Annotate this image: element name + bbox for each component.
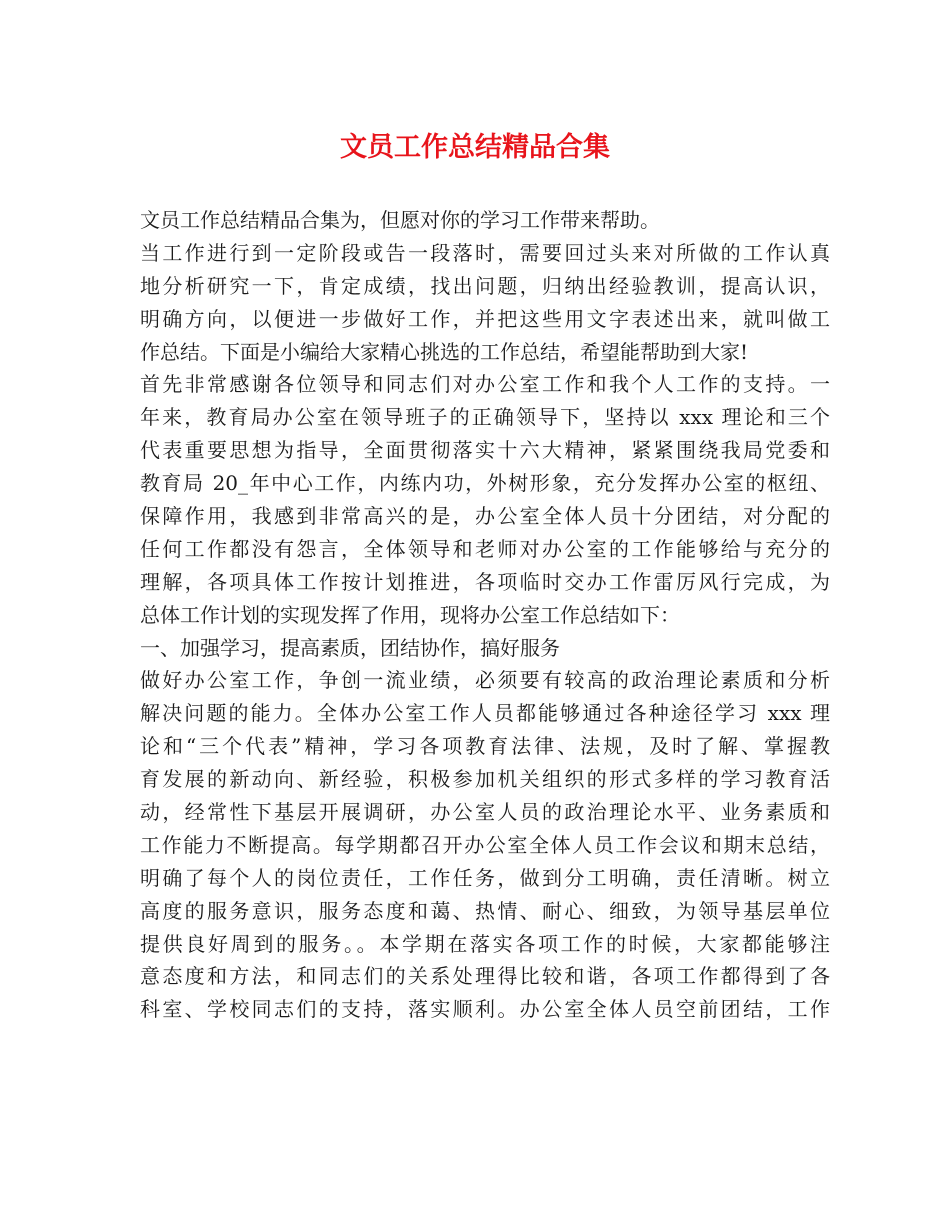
- document-body: [140, 204, 830, 1026]
- paragraph-line: 明确了每个人的岗位责任，工作任务，做到分工明确，责任清晰。树立: [140, 865, 830, 890]
- paragraph-line: 高度的服务意识，服务态度和蔼、热情、耐心、细致，为领导基层单位: [140, 898, 830, 923]
- paragraph-line: 意态度和方法，和同志们的关系处理得比较和谐，各项工作都得到了各: [140, 964, 830, 989]
- paragraph-line: 解决问题的能力。全体办公室工作人员都能够通过各种途径学习 xxx 理: [140, 701, 830, 726]
- paragraph-line: 教育局 20_年中心工作，内练内功，外树形象，充分发挥办公室的枢纽、: [140, 471, 830, 496]
- paragraph-line: 工作能力不断提高。每学期都召开办公室全体人员工作会议和期末总结，: [140, 832, 830, 857]
- paragraph-line: 提供良好周到的服务。。本学期在落实各项工作的时候，大家都能够注: [140, 931, 830, 956]
- paragraph-line: 科室、学校同志们的支持，落实顺利。办公室全体人员空前团结，工作: [140, 997, 830, 1022]
- paragraph-line: 年来，教育局办公室在领导班子的正确领导下，坚持以 xxx 理论和三个: [140, 405, 830, 430]
- paragraph-line: 代表重要思想为指导，全面贯彻落实十六大精神，紧紧围绕我局党委和: [140, 438, 830, 463]
- paragraph-line: 论和“三个代表”精神，学习各项教育法律、法规，及时了解、掌握教: [140, 734, 830, 759]
- paragraph-line: 文员工作总结精品合集为，但愿对你的学习工作带来帮助。: [140, 208, 660, 232]
- paragraph-line: 理解，各项具体工作按计划推进，各项临时交办工作雷厉风行完成，为: [140, 569, 830, 594]
- section-heading: 一、加强学习，提高素质，团结协作，搞好服务: [140, 635, 560, 660]
- paragraph-line: 动，经常性下基层开展调研，办公室人员的政治理论水平、业务素质和: [140, 800, 830, 825]
- paragraph-line: 当工作进行到一定阶段或告一段落时，需要回过头来对所做的工作认真: [140, 240, 830, 265]
- paragraph-line: 总体工作计划的实现发挥了作用，现将办公室工作总结如下：: [140, 602, 680, 627]
- paragraph-line: 育发展的新动向、新经验，积极参加机关组织的形式多样的学习教育活: [140, 767, 830, 792]
- document-title: 文员工作总结精品合集: [340, 132, 610, 163]
- paragraph-line: 做好办公室工作，争创一流业绩，必须要有较高的政治理论素质和分析: [140, 668, 830, 693]
- paragraph-line: 作总结。下面是小编给大家精心挑选的工作总结，希望能帮助到大家!: [140, 339, 749, 364]
- paragraph-line: 明确方向，以便进一步做好工作，并把这些用文字表述出来，就叫做工: [140, 306, 830, 331]
- paragraph-line: 任何工作都没有怨言，全体领导和老师对办公室的工作能够给与充分的: [140, 536, 830, 561]
- paragraph-line: 保障作用，我感到非常高兴的是，办公室全体人员十分团结，对分配的: [140, 504, 830, 529]
- paragraph-line: 地分析研究一下，肯定成绩，找出问题，归纳出经验教训，提高认识，: [140, 273, 830, 298]
- paragraph-line: 首先非常感谢各位领导和同志们对办公室工作和我个人工作的支持。一: [140, 372, 830, 397]
